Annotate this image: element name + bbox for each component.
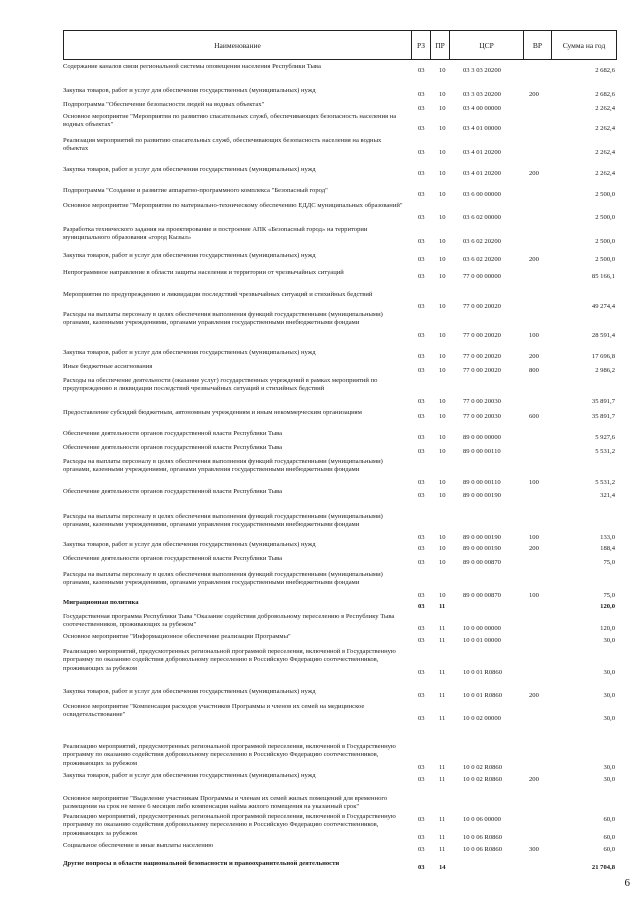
cell-pr: 10 <box>439 545 446 552</box>
cell-pr: 10 <box>439 559 446 566</box>
cell-vr: 800 <box>529 367 539 374</box>
cell-sum: 30,0 <box>603 637 615 644</box>
cell-name: Мероприятия по предупреждению и ликвидации последствий чрезвычайных ситуаций и стихийных бедствий <box>63 291 373 298</box>
cell-sum: 30,0 <box>603 763 615 771</box>
header-vr: ВР <box>524 31 552 59</box>
cell-name: Обеспечение деятельности органов государственной власти Республики Тыва <box>63 430 283 437</box>
cell-name: Закупка товаров, работ и услуг для обеспечения государственных (муниципальных) нужд <box>63 688 316 695</box>
cell-csr: 10 0 06 00000 <box>463 815 501 823</box>
header-pr: ПР <box>431 31 450 59</box>
cell-csr: 10 0 02 R0860 <box>463 763 503 771</box>
header-name: Наименование <box>64 31 412 59</box>
cell-name: Государственная программа Республики Тыва "Оказание содействия добровольному переселению в Республику Тыва соотечественников, проживающих за рубежом" <box>63 613 395 629</box>
cell-rz: 03 <box>418 273 425 280</box>
cell-rz: 03 <box>418 434 425 441</box>
cell-name: Расходы на выплаты персоналу в целях обеспечения выполнения функций государственными (муниципальными) органами, казенными учреждениями, органами управления государственными внебюджетными фондами <box>63 571 383 587</box>
cell-name: Основное мероприятие "Выделение участникам Программы и членам их семей жилых помещений для временного размещения на срок не менее 6 месяцев либо компенсация найма жилого помещения на указанный срок" <box>63 795 388 811</box>
cell-name: Закупка товаров, работ и услуг для обеспечения государственных (муниципальных) нужд <box>63 349 316 356</box>
cell-rz: 03 <box>418 864 425 871</box>
cell-rz: 03 <box>418 533 425 541</box>
cell-rz: 03 <box>418 91 425 98</box>
cell-sum: 60,0 <box>603 833 615 841</box>
cell-csr: 89 0 00 00190 <box>463 533 501 541</box>
page-number: 6 <box>624 877 630 889</box>
cell-name: Расходы на обеспечение деятельности (оказание услуг) государственных учреждений в рамках мероприятий по предупреждению и ликвидации последствий чрезвычайных ситуаций и стихийных бедствий <box>63 377 378 393</box>
cell-name: Основное мероприятие "Информационное обеспечение реализации Программы" <box>63 633 291 640</box>
cell-pr: 10 <box>439 397 446 405</box>
cell-vr: 600 <box>529 413 539 420</box>
cell-name: Реализацию мероприятий, предусмотренных региональной программой переселения, включенной в Государственную программу по оказанию содействия добровольному переселению в Российскую Федерацию соотечественников, проживающих за рубежом <box>63 743 396 767</box>
cell-sum: 2 500,0 <box>595 256 615 263</box>
cell-sum: 5 927,6 <box>595 434 615 441</box>
cell-csr: 10 0 06 R0860 <box>463 833 503 841</box>
cell-sum: 85 166,1 <box>591 273 615 280</box>
cell-sum: 120,0 <box>600 625 615 633</box>
cell-name: Иные бюджетные ассигнования <box>63 363 153 370</box>
cell-sum: 2 986,2 <box>595 367 615 374</box>
cell-vr: 100 <box>529 533 539 541</box>
cell-csr: 03 3 03 20200 <box>463 67 501 74</box>
cell-name: Подпрограмма "Обеспечение безопасности людей на водных объектах" <box>63 101 265 108</box>
cell-rz: 03 <box>418 815 425 823</box>
cell-rz: 03 <box>418 833 425 841</box>
cell-csr: 03 6 02 20200 <box>463 256 501 263</box>
cell-csr: 10 0 06 R0860 <box>463 846 503 853</box>
header-csr: ЦСР <box>450 31 524 59</box>
cell-csr: 77 0 00 20020 <box>463 367 501 374</box>
cell-name: Основное мероприятие "Компенсация расходов участников Программы и членов их семей на медицинское освидетельствование" <box>63 703 365 719</box>
cell-rz: 03 <box>418 397 425 405</box>
cell-csr: 89 0 00 00870 <box>463 559 501 566</box>
cell-name: Обеспечение деятельности органов государственной власти Республики Тыва <box>63 555 283 562</box>
cell-rz: 03 <box>418 125 425 133</box>
cell-rz: 03 <box>418 353 425 360</box>
cell-pr: 10 <box>439 170 446 177</box>
cell-name: Закупка товаров, работ и услуг для обеспечения государственных (муниципальных) нужд <box>63 252 316 259</box>
cell-rz: 03 <box>418 692 425 699</box>
cell-csr: 10 0 01 00000 <box>463 637 501 644</box>
cell-csr: 89 0 00 00000 <box>463 434 501 441</box>
cell-rz: 03 <box>418 448 425 455</box>
cell-sum: 188,4 <box>600 545 615 552</box>
header-sum: Сумма на год <box>562 40 606 50</box>
cell-sum: 2 262,4 <box>595 149 615 157</box>
cell-pr: 10 <box>439 492 446 499</box>
cell-vr: 100 <box>529 478 539 486</box>
cell-name: Закупка товаров, работ и услуг для обеспечения государственных (муниципальных) нужд <box>63 772 316 779</box>
cell-sum: 75,0 <box>603 591 615 599</box>
cell-pr: 11 <box>439 637 446 644</box>
cell-name: Закупка товаров, работ и услуг для обеспечения государственных (муниципальных) нужд <box>63 166 316 173</box>
cell-vr: 200 <box>529 776 539 783</box>
cell-pr: 10 <box>439 591 446 599</box>
table-header <box>63 30 617 60</box>
cell-sum: 21 704,8 <box>591 864 615 871</box>
cell-rz: 03 <box>418 413 425 420</box>
cell-sum: 2 682,6 <box>595 91 615 98</box>
cell-pr: 14 <box>439 864 446 871</box>
cell-name: Расходы на выплаты персоналу в целях обеспечения выполнения функций государственными (муниципальными) органами, казенными учреждениями, органами управления государственными внебюджетными фондами <box>63 513 383 529</box>
cell-sum: 49 274,4 <box>591 303 615 311</box>
cell-csr: 77 0 00 20020 <box>463 353 501 360</box>
cell-sum: 60,0 <box>603 846 615 853</box>
cell-pr: 11 <box>439 715 446 723</box>
cell-rz: 03 <box>418 478 425 486</box>
cell-rz: 03 <box>418 256 425 263</box>
cell-name: Расходы на выплаты персоналу в целях обеспечения выполнения функций государственными (муниципальными) органами, казенными учреждениями, органами управления государственными внебюджетными фондами <box>63 311 383 327</box>
cell-csr: 77 0 00 20030 <box>463 397 501 405</box>
cell-name: Реализацию мероприятий, предусмотренных региональной программой переселения, включенной в Государственную программу по оказанию содействия добровольному переселению в Российскую Федерацию соотечественников, проживающих за рубежом <box>63 813 396 837</box>
cell-name: Подпрограмма "Создание и развитие аппаратно-программного комплекса "Безопасный город" <box>63 187 328 194</box>
cell-pr: 10 <box>439 149 446 157</box>
cell-pr: 11 <box>439 692 446 699</box>
cell-pr: 10 <box>439 533 446 541</box>
cell-csr: 10 0 02 R0860 <box>463 776 503 783</box>
cell-rz: 03 <box>418 214 425 222</box>
cell-sum: 5 531,2 <box>595 478 615 486</box>
cell-rz: 03 <box>418 149 425 157</box>
cell-rz: 03 <box>418 625 425 633</box>
cell-name: Предоставление субсидий бюджетным, автономным учреждениям и иным некоммерческим организациям <box>63 409 362 416</box>
cell-name: Другие вопросы в области национальной безопасности и правоохранительной деятельности <box>63 860 340 867</box>
cell-rz: 03 <box>418 715 425 723</box>
cell-vr: 100 <box>529 331 539 339</box>
cell-rz: 03 <box>418 191 425 198</box>
cell-rz: 03 <box>418 331 425 339</box>
cell-csr: 03 3 03 20200 <box>463 91 501 98</box>
cell-rz: 03 <box>418 105 425 112</box>
cell-sum: 2 500,0 <box>595 238 615 246</box>
cell-csr: 03 4 01 20200 <box>463 149 501 157</box>
cell-rz: 03 <box>418 559 425 566</box>
cell-pr: 10 <box>439 434 446 441</box>
cell-vr: 200 <box>529 91 539 98</box>
cell-name: Основное мероприятие "Мероприятия по материально-техническому обеспечению ЕДДС муниципальных образований" <box>63 202 403 209</box>
cell-vr: 200 <box>529 692 539 699</box>
cell-sum: 2 262,4 <box>595 105 615 112</box>
cell-csr: 10 0 01 R0860 <box>463 692 503 699</box>
cell-csr: 03 6 02 00000 <box>463 214 501 222</box>
cell-sum: 2 500,0 <box>595 191 615 198</box>
cell-rz: 03 <box>418 492 425 499</box>
cell-vr: 300 <box>529 846 539 853</box>
cell-sum: 75,0 <box>603 559 615 566</box>
cell-pr: 10 <box>439 331 446 339</box>
cell-csr: 89 0 00 00190 <box>463 545 501 552</box>
cell-vr: 200 <box>529 170 539 177</box>
cell-pr: 10 <box>439 448 446 455</box>
cell-sum: 35 891,7 <box>591 413 615 420</box>
cell-pr: 10 <box>439 125 446 133</box>
cell-sum: 60,0 <box>603 815 615 823</box>
cell-pr: 10 <box>439 367 446 374</box>
cell-rz: 03 <box>418 591 425 599</box>
cell-name: Расходы на выплаты персоналу в целях обеспечения выполнения функций государственными (муниципальными) органами, казенными учреждениями, органами управления государственными внебюджетными фондами <box>63 458 383 474</box>
cell-rz: 03 <box>418 170 425 177</box>
cell-csr: 03 6 00 00000 <box>463 191 501 198</box>
cell-rz: 03 <box>418 668 425 676</box>
cell-csr: 77 0 00 20020 <box>463 331 501 339</box>
cell-sum: 28 591,4 <box>591 331 615 339</box>
cell-name: Реализацию мероприятий, предусмотренных региональной программой переселения, включенной в Государственную программу по оказанию содействия добровольному переселению в Российскую Федерацию соотечественников, проживающих за рубежом <box>63 648 396 672</box>
cell-rz: 03 <box>418 67 425 74</box>
cell-pr: 10 <box>439 303 446 311</box>
cell-sum: 321,4 <box>600 492 615 499</box>
cell-csr: 77 0 00 20030 <box>463 413 501 420</box>
cell-rz: 03 <box>418 846 425 853</box>
cell-sum: 30,0 <box>603 692 615 699</box>
cell-pr: 10 <box>439 256 446 263</box>
cell-pr: 10 <box>439 214 446 222</box>
cell-name: Обеспечение деятельности органов государственной власти Республики Тыва <box>63 444 283 451</box>
cell-csr: 10 0 02 00000 <box>463 715 501 723</box>
cell-sum: 17 696,8 <box>591 353 615 360</box>
cell-sum: 133,0 <box>600 533 615 541</box>
cell-pr: 10 <box>439 353 446 360</box>
cell-pr: 11 <box>439 815 446 823</box>
cell-pr: 11 <box>439 668 446 676</box>
cell-pr: 10 <box>439 105 446 112</box>
cell-rz: 03 <box>418 776 425 783</box>
cell-rz: 03 <box>418 238 425 246</box>
cell-pr: 10 <box>439 273 446 280</box>
cell-rz: 03 <box>418 763 425 771</box>
cell-name: Разработка технического задания на проектирование и построение АПК «Безопасный город» на территории муниципального образования «город Кызыл» <box>63 226 368 242</box>
cell-pr: 11 <box>439 763 446 771</box>
cell-name: Социальное обеспечение и иные выплаты населению <box>63 842 214 849</box>
cell-pr: 10 <box>439 67 446 74</box>
cell-pr: 11 <box>439 776 446 783</box>
cell-csr: 89 0 00 00870 <box>463 591 501 599</box>
cell-csr: 89 0 00 00110 <box>463 478 501 486</box>
cell-vr: 200 <box>529 545 539 552</box>
cell-pr: 10 <box>439 413 446 420</box>
cell-rz: 03 <box>418 367 425 374</box>
cell-name: Реализация мероприятий по развитию спасательных служб, обеспечивающих безопасность населения на водных объектах <box>63 137 382 153</box>
cell-sum: 5 531,2 <box>595 448 615 455</box>
cell-pr: 11 <box>439 833 446 841</box>
cell-csr: 77 0 00 00000 <box>463 273 501 280</box>
cell-rz: 03 <box>418 303 425 311</box>
cell-sum: 120,0 <box>600 603 615 610</box>
cell-rz: 03 <box>418 545 425 552</box>
cell-pr: 11 <box>439 846 446 853</box>
cell-pr: 10 <box>439 478 446 486</box>
cell-sum: 2 500,0 <box>595 214 615 222</box>
cell-name: Закупка товаров, работ и услуг для обеспечения государственных (муниципальных) нужд <box>63 87 316 94</box>
cell-sum: 35 891,7 <box>591 397 615 405</box>
cell-sum: 2 682,6 <box>595 67 615 74</box>
cell-name: Обеспечение деятельности органов государственной власти Республики Тыва <box>63 488 283 495</box>
cell-pr: 10 <box>439 238 446 246</box>
cell-name: Содержание каналов связи региональной системы оповещения населения Республики Тыва <box>63 63 321 70</box>
cell-sum: 2 262,4 <box>595 170 615 177</box>
cell-name: Основное мероприятие "Мероприятия по развитию спасательных служб, обеспечивающих безопасность населения на водных объектах" <box>63 113 397 129</box>
cell-csr: 89 0 00 00190 <box>463 492 501 499</box>
cell-pr: 11 <box>439 603 446 610</box>
cell-pr: 11 <box>439 625 446 633</box>
cell-rz: 03 <box>418 603 425 610</box>
cell-pr: 10 <box>439 91 446 98</box>
cell-rz: 03 <box>418 637 425 644</box>
header-rz: РЗ <box>412 31 431 59</box>
cell-name: Закупка товаров, работ и услуг для обеспечения государственных (муниципальных) нужд <box>63 541 316 548</box>
cell-sum: 30,0 <box>603 668 615 676</box>
cell-csr: 03 6 02 20200 <box>463 238 501 246</box>
cell-csr: 10 0 01 R0860 <box>463 668 503 676</box>
cell-sum: 30,0 <box>603 776 615 783</box>
cell-vr: 200 <box>529 256 539 263</box>
cell-csr: 89 0 00 00110 <box>463 448 501 455</box>
cell-vr: 200 <box>529 353 539 360</box>
cell-csr: 77 0 00 20020 <box>463 303 501 311</box>
cell-csr: 10 0 00 00000 <box>463 625 501 633</box>
cell-vr: 100 <box>529 591 539 599</box>
cell-name: Миграционная политика <box>63 599 139 606</box>
cell-sum: 2 262,4 <box>595 125 615 133</box>
cell-name: Непрограммное направление в области защиты населения и территории от чрезвычайных ситуаций <box>63 269 344 276</box>
cell-csr: 03 4 01 20200 <box>463 170 501 177</box>
cell-pr: 10 <box>439 191 446 198</box>
cell-csr: 03 4 01 00000 <box>463 125 501 133</box>
cell-csr: 03 4 00 00000 <box>463 105 501 112</box>
cell-sum: 30,0 <box>603 715 615 723</box>
